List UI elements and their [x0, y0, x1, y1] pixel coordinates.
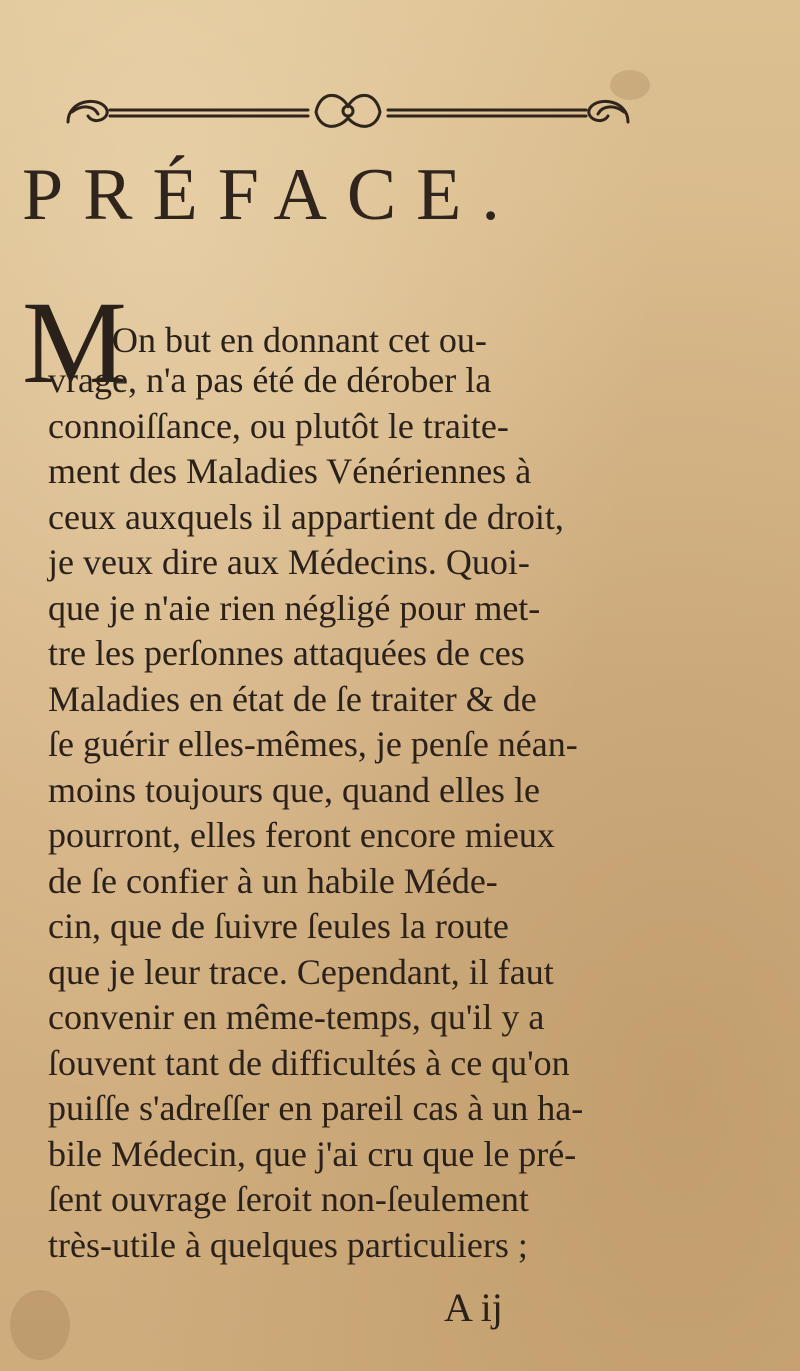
text-line: très-utile à quelques particuliers ; — [48, 1224, 528, 1265]
text-line: cin, que de ſuivre ſeules la route — [48, 906, 509, 946]
drop-cap: M — [22, 277, 127, 408]
text-line: Maladies en état de ſe traiter & de — [48, 678, 537, 719]
text-line: que je n'aie rien négligé pour met- — [48, 587, 541, 628]
text-line: puiſſe s'adreſſer en pareil cas à un ha- — [48, 1088, 584, 1128]
signature-mark: A ij — [444, 1285, 503, 1330]
text-line: bile Médecin, que j'ai cru que le pré- — [48, 1133, 577, 1174]
text-line: de ſe confier à un habile Méde- — [48, 860, 498, 901]
text-line: ceux auxquels il appartient de droit, — [48, 496, 564, 537]
text-line: tre les perſonnes attaquées de ces — [48, 633, 525, 673]
text-line: On but en donnant cet ou- — [112, 320, 487, 360]
ornament-divider — [58, 82, 638, 142]
text-line: je veux dire aux Médecins. Quoi- — [48, 542, 530, 582]
text-line: connoiſſance, ou plutôt le traite- — [48, 405, 509, 446]
text-line: vrage, n'a pas été de dérober la — [48, 360, 492, 400]
text-line: ment des Maladies Vénériennes à — [48, 451, 532, 491]
text-line: que je leur trace. Cependant, il faut — [48, 951, 554, 992]
text-line: ſouvent tant de difficultés à ce qu'on — [48, 1042, 570, 1083]
text-line: moins toujours que, quand elles le — [48, 769, 540, 810]
page-title: PRÉFACE. — [22, 154, 520, 236]
text-line: ſe guérir elles-mêmes, je penſe néan- — [48, 724, 578, 764]
text-line: ſent ouvrage ſeroit non-ſeulement — [48, 1179, 529, 1219]
text-line: pourront, elles feront encore mieux — [48, 815, 555, 855]
text-line: convenir en même-temps, qu'il y a — [48, 997, 545, 1037]
paper-stain — [10, 1290, 70, 1360]
